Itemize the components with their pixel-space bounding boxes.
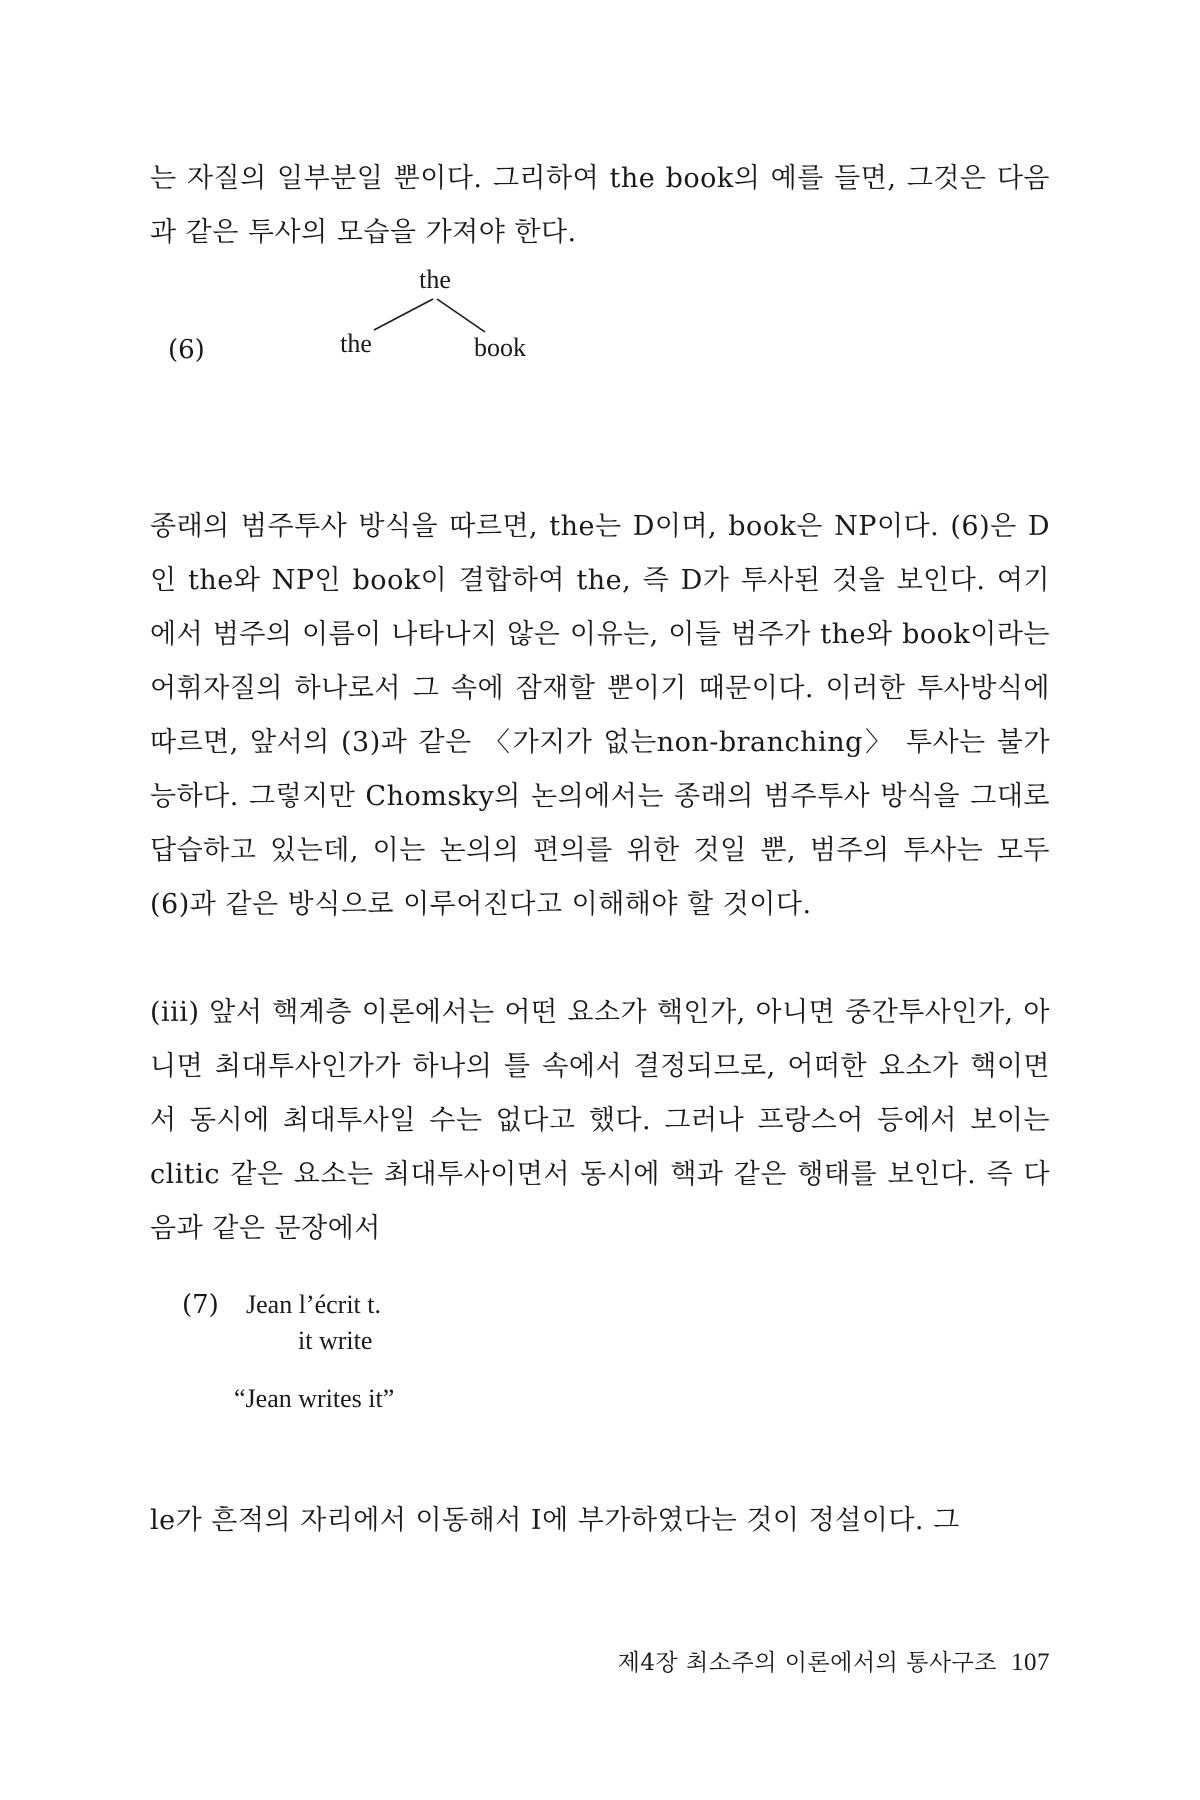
page-number: 107: [1011, 1649, 1050, 1676]
example-7-gloss: it write: [298, 1326, 373, 1355]
tree-left-branch: [374, 299, 433, 330]
example-6-number: (6): [168, 335, 205, 365]
tree-left-leaf-label: the: [340, 329, 372, 358]
running-title: 제4장 최소주의 이론에서의 통사구조: [617, 1650, 997, 1676]
body-paragraph-1: 는 자질의 일부분일 뿐이다. 그리하여 the book의 예를 들면, 그것은 다음과 같은 투사의 모습을 가져야 한다.: [150, 163, 1050, 248]
tree-right-leaf-label: book: [474, 333, 526, 362]
page-footer: [618, 1644, 1050, 1677]
body-paragraph-3: (iii) 앞서 핵계층 이론에서는 어떤 요소가 핵인가, 아니면 중간투사인가, 아니면 최대투사인가가 하나의 틀 속에서 결정되므로, 어떠한 요소가 핵이면서 동시에 최대투사일 수는 없다고 했다. 그러나 프랑스어 등에서 보이는 clitic 같은 요소는 최대투사이면서 동시에 핵과 같은 행태를 보인다. 즉 다음과 같은 문장에서: [150, 997, 1050, 1244]
tree-diagram-6: [330, 262, 570, 372]
example-7-translation: “Jean writes it”: [234, 1384, 395, 1413]
body-paragraph-2: 종래의 범주투사 방식을 따르면, the는 D이며, book은 NP이다. (6)은 D인 the와 NP인 book이 결합하여 the, 즉 D가 투사된 것을 보인다. 여기에서 범주의 이름이 나타나지 않은 이유는, 이들 범주가 the와 book이라는 어휘자질의 하나로서 그 속에 잠재할 뿐이기 때문이다. 이러한 투사방식에 따르면, 앞서의 (3)과 같은 〈가지가 없는non-branching〉 투사는 불가능하다. 그렇지만 Chomsky의 논의에서는 종래의 범주투사 방식을 그대로 답습하고 있는데, 이는 논의의 편의를 위한 것일 뿐, 범주의 투사는 모두 (6)과 같은 방식으로 이루어진다고 이해해야 할 것이다.: [150, 511, 1050, 920]
tree-right-branch: [437, 299, 485, 332]
body-paragraph-4: le가 흔적의 자리에서 이동해서 I에 부가하였다는 것이 정설이다. 그: [150, 1505, 960, 1536]
example-7-sentence: Jean l’écrit t.: [246, 1290, 381, 1319]
tree-root-label: the: [419, 265, 451, 294]
example-7-number: (7): [182, 1290, 219, 1320]
